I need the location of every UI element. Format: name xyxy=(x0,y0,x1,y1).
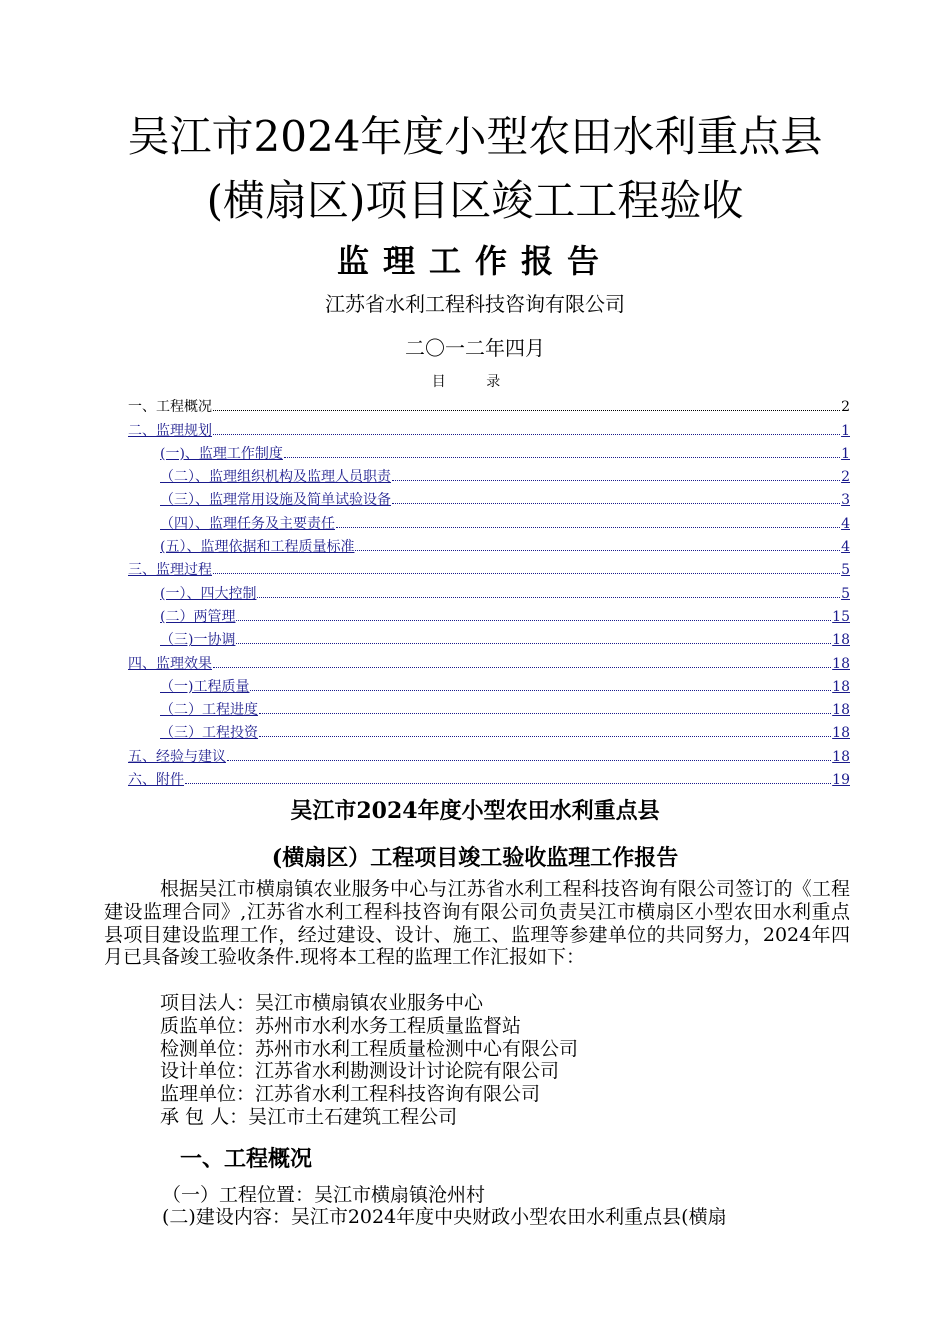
toc-entry[interactable]: 四、监理效果 18 xyxy=(128,655,850,672)
toc-entry[interactable]: （一)工程质量 18 xyxy=(160,678,850,695)
report-heading-1: 吴江市2024年度小型农田水利重点县 xyxy=(290,798,660,824)
toc-entry[interactable]: (一)、监理工作制度 1 xyxy=(160,445,850,462)
unit-item: 承 包 人：吴江市土石建筑工程公司 xyxy=(160,1105,458,1128)
toc-entry[interactable]: 二、监理规划 1 xyxy=(128,422,850,439)
unit-item: 监理单位：江苏省水利工程科技咨询有限公司 xyxy=(160,1083,541,1106)
title-line-1: 吴江市2024年度小型农田水利重点县 xyxy=(127,112,823,161)
title-line-2: (横扇区)项目区竣工工程验收 xyxy=(206,176,744,225)
toc-entry[interactable]: （二）工程进度 18 xyxy=(160,702,850,719)
company-name: 江苏省水利工程科技咨询有限公司 xyxy=(325,292,625,316)
unit-item: 质监单位：苏州市水利水务工程质量监督站 xyxy=(160,1014,522,1037)
toc-entry[interactable]: （二）、监理组织机构及监理人员职责 2 xyxy=(160,469,850,486)
toc-entry[interactable]: （三)一协调 18 xyxy=(160,632,850,649)
project-location: （一）工程位置：吴江市横扇镇沧州村 xyxy=(162,1184,486,1206)
toc-entry[interactable]: （三）工程投资 18 xyxy=(160,725,850,742)
intro-paragraph: 根据吴江市横扇镇农业服务中心与江苏省水利工程科技咨询有限公司签订的《工程建设监理合同》,江苏省水利工程科技咨询有限公司负责吴江市横扇区小型农田水利重点县项目建设监理工作，经过建设、设计、施工、监理等参建单位的共同努力，2024年四月已具备竣工验收条件.现将本工程的监理工作汇报如下： xyxy=(104,878,850,969)
toc-entry[interactable]: (二）两管理 15 xyxy=(160,608,850,625)
report-date: 二〇一二年四月 xyxy=(405,336,545,360)
toc-entry[interactable]: 六、附件 19 xyxy=(128,772,850,789)
toc-heading: 目 录 xyxy=(431,374,519,390)
report-type-title: 监理工作报告 xyxy=(336,242,613,280)
section-heading: 一、工程概况 xyxy=(180,1147,313,1172)
unit-item: 设计单位：江苏省水利勘测设计讨论院有限公司 xyxy=(160,1060,560,1083)
toc-entry[interactable]: 三、监理过程 5 xyxy=(128,562,850,579)
table-of-contents xyxy=(128,392,850,788)
toc-entry[interactable]: （四）、监理任务及主要责任 4 xyxy=(160,515,850,532)
report-heading-2: (横扇区）工程项目竣工验收监理工作报告 xyxy=(271,845,679,871)
construction-content: (二)建设内容：吴江市2024年度中央财政小型农田水利重点县(横扇 xyxy=(162,1206,727,1228)
toc-entry[interactable]: 一、工程概况 2 xyxy=(128,399,850,416)
unit-item: 项目法人：吴江市横扇镇农业服务中心 xyxy=(160,992,484,1014)
toc-entry[interactable]: （三）、监理常用设施及简单试验设备 3 xyxy=(160,492,850,509)
toc-entry[interactable]: (五）、监理依据和工程质量标准 4 xyxy=(160,539,850,556)
toc-entry[interactable]: (一）、四大控制 5 xyxy=(160,585,850,602)
unit-list xyxy=(160,992,578,1129)
toc-entry[interactable]: 五、经验与建议 18 xyxy=(128,748,850,765)
unit-item: 检测单位：苏州市水利工程质量检测中心有限公司 xyxy=(160,1037,579,1060)
